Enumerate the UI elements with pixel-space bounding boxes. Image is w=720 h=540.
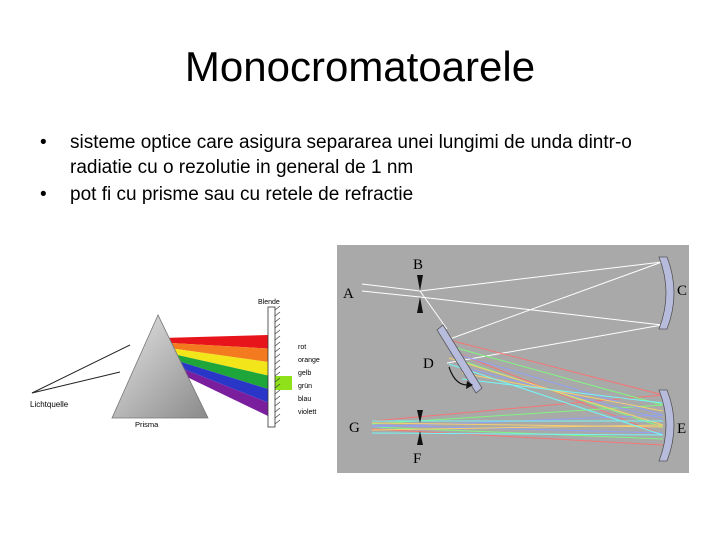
slit-hatch-line bbox=[275, 330, 280, 334]
color-label-gelb: gelb bbox=[298, 370, 312, 377]
color-label-blau: blau bbox=[298, 396, 312, 403]
slit-blende bbox=[268, 306, 280, 427]
slit-hatch-line bbox=[275, 360, 280, 364]
bullet-item bbox=[40, 182, 690, 207]
color-label-orange: orange bbox=[298, 357, 320, 364]
slit-hatch-line bbox=[275, 312, 280, 316]
slit-hatch-line bbox=[275, 324, 280, 328]
slit-hatch-line bbox=[275, 372, 280, 376]
color-label-violett: violett bbox=[298, 409, 317, 416]
color-label-gruen: grün bbox=[298, 383, 313, 390]
label-source: Lichtquelle bbox=[30, 400, 69, 409]
bullet-list bbox=[40, 130, 690, 209]
grating-monochromator-figure bbox=[337, 245, 689, 473]
slit-hatch-line bbox=[275, 336, 280, 340]
slit-hatch-line bbox=[275, 366, 280, 370]
label-a: A bbox=[343, 286, 354, 302]
bullet-text: pot fi cu prisme sau cu retele de refractie bbox=[70, 184, 414, 205]
bullet-text: sisteme optice care asigura separarea unei lungimi de unda dintr-o radiatie cu o rezolutie in general de 1 nm bbox=[70, 132, 632, 178]
slit-hatch-line bbox=[275, 306, 280, 310]
slit-hatch-line bbox=[275, 318, 280, 322]
color-labels bbox=[298, 344, 320, 416]
bullet-dot: • bbox=[40, 184, 47, 205]
slit-hatch-line bbox=[275, 408, 280, 412]
selected-color-beam bbox=[275, 376, 292, 390]
label-d: D bbox=[423, 356, 434, 372]
bullet-dot: • bbox=[40, 132, 47, 153]
slit-hatch-line bbox=[275, 414, 280, 418]
label-slit: Blende bbox=[258, 299, 280, 306]
slit-hatch-line bbox=[275, 402, 280, 406]
source-ray-lower bbox=[32, 372, 120, 393]
label-b: B bbox=[413, 257, 424, 273]
figure-background bbox=[337, 245, 689, 473]
label-f: F bbox=[413, 451, 422, 467]
slit-hatch-line bbox=[275, 342, 280, 346]
slit-hatch-line bbox=[275, 420, 280, 424]
slit-hatch-line bbox=[275, 354, 280, 358]
color-label-rot: rot bbox=[298, 344, 307, 351]
label-c: C bbox=[677, 283, 688, 299]
source-ray-upper bbox=[32, 345, 130, 393]
slit-hatch-line bbox=[275, 390, 280, 394]
label-e: E bbox=[677, 421, 687, 437]
label-prism: Prisma bbox=[135, 420, 159, 429]
prism-dispersion-figure bbox=[30, 290, 330, 445]
bullet-item bbox=[40, 130, 690, 180]
label-g: G bbox=[349, 420, 360, 436]
slit-hatch-line bbox=[275, 396, 280, 400]
slide-title: Monocromatoarele bbox=[184, 43, 536, 90]
slit-hatch-line bbox=[275, 348, 280, 352]
